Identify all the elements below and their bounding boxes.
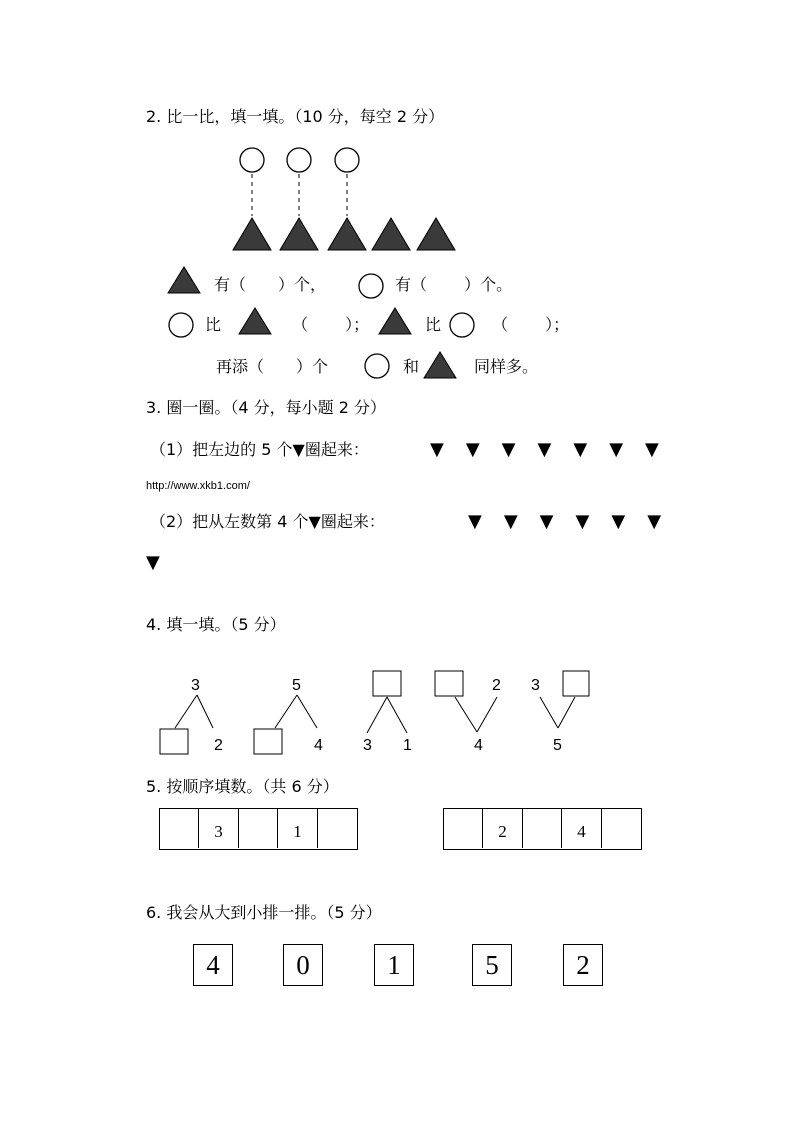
q3-item1: （1）把左边的 5 个▼圈起来：: [150, 440, 369, 459]
tree-branch: [367, 697, 387, 733]
tree-branch: [197, 695, 213, 728]
q2-line2-c: 比: [425, 315, 442, 334]
q4-title: 4. 填一填。（5 分）: [146, 615, 286, 634]
answer-box: [160, 729, 188, 754]
tree-branch: [175, 695, 197, 728]
answer-box: [563, 671, 589, 696]
q5-title: 5. 按顺序填数。（共 6 分）: [146, 777, 339, 796]
q2-line1-b: 有（ ）个。: [395, 275, 513, 294]
q3-title: 3. 圈一圈。（4 分，每小题 2 分）: [146, 398, 386, 417]
tree2-top: 5: [292, 677, 301, 694]
answer-box: [435, 671, 463, 696]
seq2-cell[interactable]: [601, 808, 641, 848]
tree-branch: [297, 695, 317, 728]
q3-item2: （2）把从左数第 4 个▼圈起来：: [150, 512, 385, 531]
number-card: 0: [283, 944, 323, 986]
tree4-top-right: 2: [492, 677, 501, 694]
q2-line1-a: 有（ ）个，: [214, 275, 327, 294]
q6-title: 6. 我会从大到小排一排。（5 分）: [146, 903, 382, 922]
answer-box: [373, 671, 401, 696]
tree2-right: 4: [314, 737, 323, 754]
q2-line3-a: 再添（ ）个: [216, 357, 329, 376]
tree-branch: [558, 697, 575, 728]
seq2-cell: 4: [561, 808, 601, 848]
tree-branch: [455, 697, 477, 732]
seq1-cell: 3: [198, 808, 238, 848]
seq1-cell: 1: [277, 808, 317, 848]
answer-box: [254, 729, 282, 754]
q3-item1-marks: ▼ ▼ ▼ ▼ ▼ ▼ ▼: [430, 439, 661, 460]
tree3-left: 3: [363, 737, 372, 754]
seq1-cell[interactable]: [238, 808, 278, 848]
q2-line3-b: 和: [403, 357, 420, 376]
q3-item2-marks: ▼ ▼ ▼ ▼ ▼ ▼: [468, 511, 664, 532]
seq2-cell[interactable]: [522, 808, 562, 848]
tree5-bottom: 5: [553, 737, 562, 754]
number-card: 2: [563, 944, 603, 986]
q2-line3-c: 同样多。: [474, 357, 539, 376]
seq2-cell[interactable]: [443, 808, 483, 848]
q2-line2-a: 比: [205, 315, 222, 334]
q2-line2-d: （ ）；: [492, 315, 570, 334]
seq2-cell: 2: [482, 808, 522, 848]
seq1-cell[interactable]: [159, 808, 199, 848]
tree-branch: [477, 697, 497, 732]
tree-branch: [275, 695, 297, 728]
seq1-cell[interactable]: [317, 808, 357, 848]
number-card: 5: [472, 944, 512, 986]
q2-line2-b: （ ）；: [292, 315, 370, 334]
tree4-bottom: 4: [474, 737, 483, 754]
tree5-top-left: 3: [531, 677, 540, 694]
tree-branch: [387, 697, 407, 733]
tree-branch: [540, 697, 558, 728]
q3-item2-last-mark: ▼: [146, 552, 160, 573]
number-card: 1: [374, 944, 414, 986]
q2-title: 2. 比一比，填一填。（10 分，每空 2 分）: [146, 107, 445, 126]
number-card: 4: [193, 944, 233, 986]
tree3-right: 1: [403, 737, 412, 754]
tree1-top: 3: [191, 677, 200, 694]
source-url[interactable]: http://www.xkb1.com/: [146, 480, 250, 492]
tree1-right: 2: [214, 737, 223, 754]
